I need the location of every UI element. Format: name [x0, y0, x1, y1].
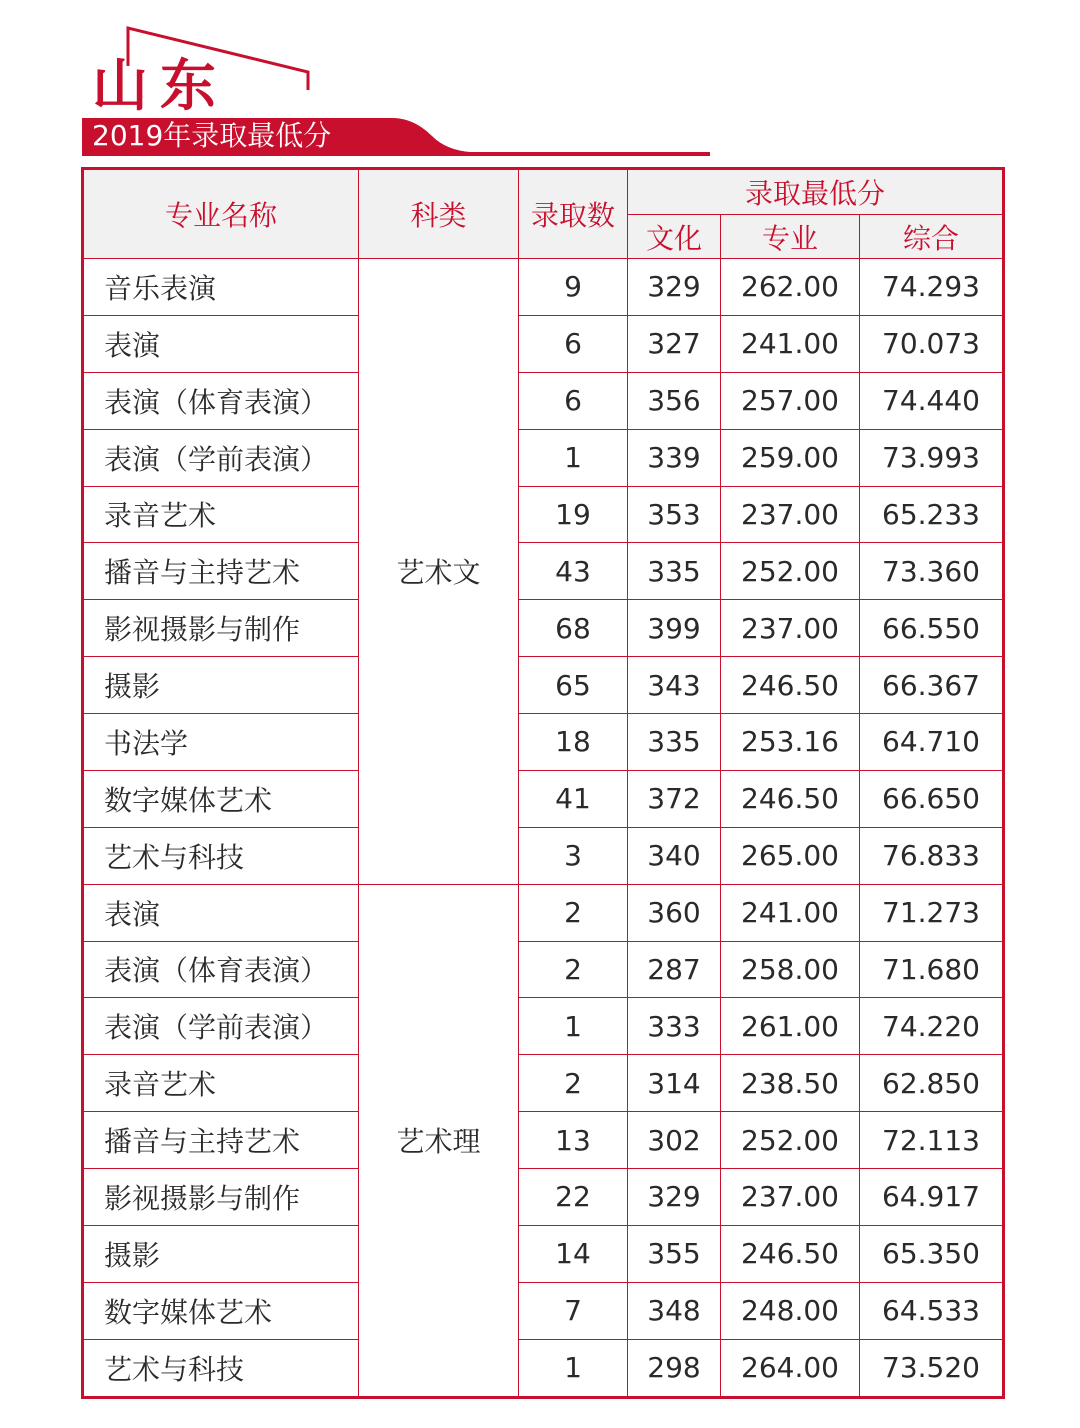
professional-score-cell: 259.00 — [721, 429, 860, 486]
major-name-cell: 书法学 — [83, 714, 359, 771]
composite-score-cell: 62.850 — [860, 1055, 1004, 1112]
admitted-count-cell: 9 — [519, 259, 628, 316]
table-body — [83, 259, 1004, 1398]
column-header-composite: 综合 — [860, 215, 1004, 259]
table-row — [83, 315, 1004, 372]
admitted-count-cell: 2 — [519, 941, 628, 998]
table-row — [83, 600, 1004, 657]
table-header — [83, 169, 1004, 259]
admitted-count-cell: 1 — [519, 998, 628, 1055]
table-row — [83, 827, 1004, 884]
culture-score-cell: 360 — [628, 884, 721, 941]
table-row — [83, 714, 1004, 771]
major-name-cell: 播音与主持艺术 — [83, 1112, 359, 1169]
professional-score-cell: 258.00 — [721, 941, 860, 998]
column-header-min-score: 录取最低分 — [628, 169, 1004, 215]
professional-score-cell: 238.50 — [721, 1055, 860, 1112]
professional-score-cell: 237.00 — [721, 600, 860, 657]
major-name-cell: 表演（体育表演） — [83, 941, 359, 998]
major-name-cell: 表演（学前表演） — [83, 429, 359, 486]
admitted-count-cell: 43 — [519, 543, 628, 600]
professional-score-cell: 252.00 — [721, 1112, 860, 1169]
culture-score-cell: 335 — [628, 714, 721, 771]
major-name-cell: 数字媒体艺术 — [83, 770, 359, 827]
table-row — [83, 259, 1004, 316]
admitted-count-cell: 1 — [519, 1339, 628, 1397]
major-name-cell: 播音与主持艺术 — [83, 543, 359, 600]
culture-score-cell: 335 — [628, 543, 721, 600]
composite-score-cell: 74.293 — [860, 259, 1004, 316]
admitted-count-cell: 3 — [519, 827, 628, 884]
composite-score-cell: 71.273 — [860, 884, 1004, 941]
composite-score-cell: 65.233 — [860, 486, 1004, 543]
table-row — [83, 1225, 1004, 1282]
table-row — [83, 941, 1004, 998]
table-row — [83, 657, 1004, 714]
composite-score-cell: 66.650 — [860, 770, 1004, 827]
professional-score-cell: 261.00 — [721, 998, 860, 1055]
major-name-cell: 表演（体育表演） — [83, 372, 359, 429]
professional-score-cell: 265.00 — [721, 827, 860, 884]
professional-score-cell: 264.00 — [721, 1339, 860, 1397]
culture-score-cell: 287 — [628, 941, 721, 998]
major-name-cell: 摄影 — [83, 1225, 359, 1282]
category-cell: 艺术理 — [359, 884, 519, 1397]
professional-score-cell: 246.50 — [721, 770, 860, 827]
composite-score-cell: 66.367 — [860, 657, 1004, 714]
table-row — [83, 372, 1004, 429]
composite-score-cell: 74.440 — [860, 372, 1004, 429]
table-row — [83, 429, 1004, 486]
major-name-cell: 摄影 — [83, 657, 359, 714]
composite-score-cell: 70.073 — [860, 315, 1004, 372]
table-row — [83, 1339, 1004, 1397]
major-name-cell: 音乐表演 — [83, 259, 359, 316]
admitted-count-cell: 18 — [519, 714, 628, 771]
culture-score-cell: 356 — [628, 372, 721, 429]
table-row — [83, 1169, 1004, 1226]
admitted-count-cell: 2 — [519, 884, 628, 941]
major-name-cell: 录音艺术 — [83, 1055, 359, 1112]
table-row — [83, 884, 1004, 941]
admission-score-table — [81, 167, 1005, 1399]
culture-score-cell: 348 — [628, 1282, 721, 1339]
culture-score-cell: 343 — [628, 657, 721, 714]
composite-score-cell: 64.710 — [860, 714, 1004, 771]
culture-score-cell: 353 — [628, 486, 721, 543]
culture-score-cell: 302 — [628, 1112, 721, 1169]
region-title: 山东 — [92, 54, 228, 119]
major-name-cell: 表演 — [83, 884, 359, 941]
professional-score-cell: 241.00 — [721, 315, 860, 372]
culture-score-cell: 314 — [628, 1055, 721, 1112]
admitted-count-cell: 1 — [519, 429, 628, 486]
culture-score-cell: 329 — [628, 1169, 721, 1226]
table-row — [83, 1055, 1004, 1112]
major-name-cell: 影视摄影与制作 — [83, 1169, 359, 1226]
major-name-cell: 影视摄影与制作 — [83, 600, 359, 657]
admitted-count-cell: 19 — [519, 486, 628, 543]
table-row — [83, 770, 1004, 827]
table-row — [83, 1112, 1004, 1169]
professional-score-cell: 237.00 — [721, 486, 860, 543]
composite-score-cell: 66.550 — [860, 600, 1004, 657]
culture-score-cell: 399 — [628, 600, 721, 657]
admitted-count-cell: 7 — [519, 1282, 628, 1339]
composite-score-cell: 76.833 — [860, 827, 1004, 884]
admitted-count-cell: 2 — [519, 1055, 628, 1112]
composite-score-cell: 72.113 — [860, 1112, 1004, 1169]
major-name-cell: 数字媒体艺术 — [83, 1282, 359, 1339]
composite-score-cell: 64.917 — [860, 1169, 1004, 1226]
category-cell: 艺术文 — [359, 259, 519, 885]
composite-score-cell: 65.350 — [860, 1225, 1004, 1282]
composite-score-cell: 71.680 — [860, 941, 1004, 998]
culture-score-cell: 327 — [628, 315, 721, 372]
admitted-count-cell: 13 — [519, 1112, 628, 1169]
major-name-cell: 表演 — [83, 315, 359, 372]
admitted-count-cell: 6 — [519, 372, 628, 429]
admitted-count-cell: 6 — [519, 315, 628, 372]
professional-score-cell: 248.00 — [721, 1282, 860, 1339]
admitted-count-cell: 22 — [519, 1169, 628, 1226]
culture-score-cell: 339 — [628, 429, 721, 486]
professional-score-cell: 252.00 — [721, 543, 860, 600]
admitted-count-cell: 41 — [519, 770, 628, 827]
table-row — [83, 998, 1004, 1055]
major-name-cell: 表演（学前表演） — [83, 998, 359, 1055]
composite-score-cell: 73.993 — [860, 429, 1004, 486]
professional-score-cell: 257.00 — [721, 372, 860, 429]
column-header-culture: 文化 — [628, 215, 721, 259]
composite-score-cell: 74.220 — [860, 998, 1004, 1055]
culture-score-cell: 298 — [628, 1339, 721, 1397]
admitted-count-cell: 65 — [519, 657, 628, 714]
professional-score-cell: 246.50 — [721, 1225, 860, 1282]
table-row — [83, 486, 1004, 543]
major-name-cell: 艺术与科技 — [83, 1339, 359, 1397]
column-header-professional: 专业 — [721, 215, 860, 259]
composite-score-cell: 73.360 — [860, 543, 1004, 600]
admitted-count-cell: 68 — [519, 600, 628, 657]
table-row — [83, 543, 1004, 600]
composite-score-cell: 73.520 — [860, 1339, 1004, 1397]
professional-score-cell: 262.00 — [721, 259, 860, 316]
culture-score-cell: 355 — [628, 1225, 721, 1282]
major-name-cell: 艺术与科技 — [83, 827, 359, 884]
culture-score-cell: 329 — [628, 259, 721, 316]
admitted-count-cell: 14 — [519, 1225, 628, 1282]
year-label: 2019年录取最低分 — [92, 119, 332, 152]
professional-score-cell: 237.00 — [721, 1169, 860, 1226]
table-row — [83, 1282, 1004, 1339]
column-header-major: 专业名称 — [83, 169, 359, 259]
column-header-category: 科类 — [359, 169, 519, 259]
professional-score-cell: 253.16 — [721, 714, 860, 771]
culture-score-cell: 340 — [628, 827, 721, 884]
column-header-admitted: 录取数 — [519, 169, 628, 259]
culture-score-cell: 333 — [628, 998, 721, 1055]
professional-score-cell: 246.50 — [721, 657, 860, 714]
major-name-cell: 录音艺术 — [83, 486, 359, 543]
culture-score-cell: 372 — [628, 770, 721, 827]
composite-score-cell: 64.533 — [860, 1282, 1004, 1339]
professional-score-cell: 241.00 — [721, 884, 860, 941]
